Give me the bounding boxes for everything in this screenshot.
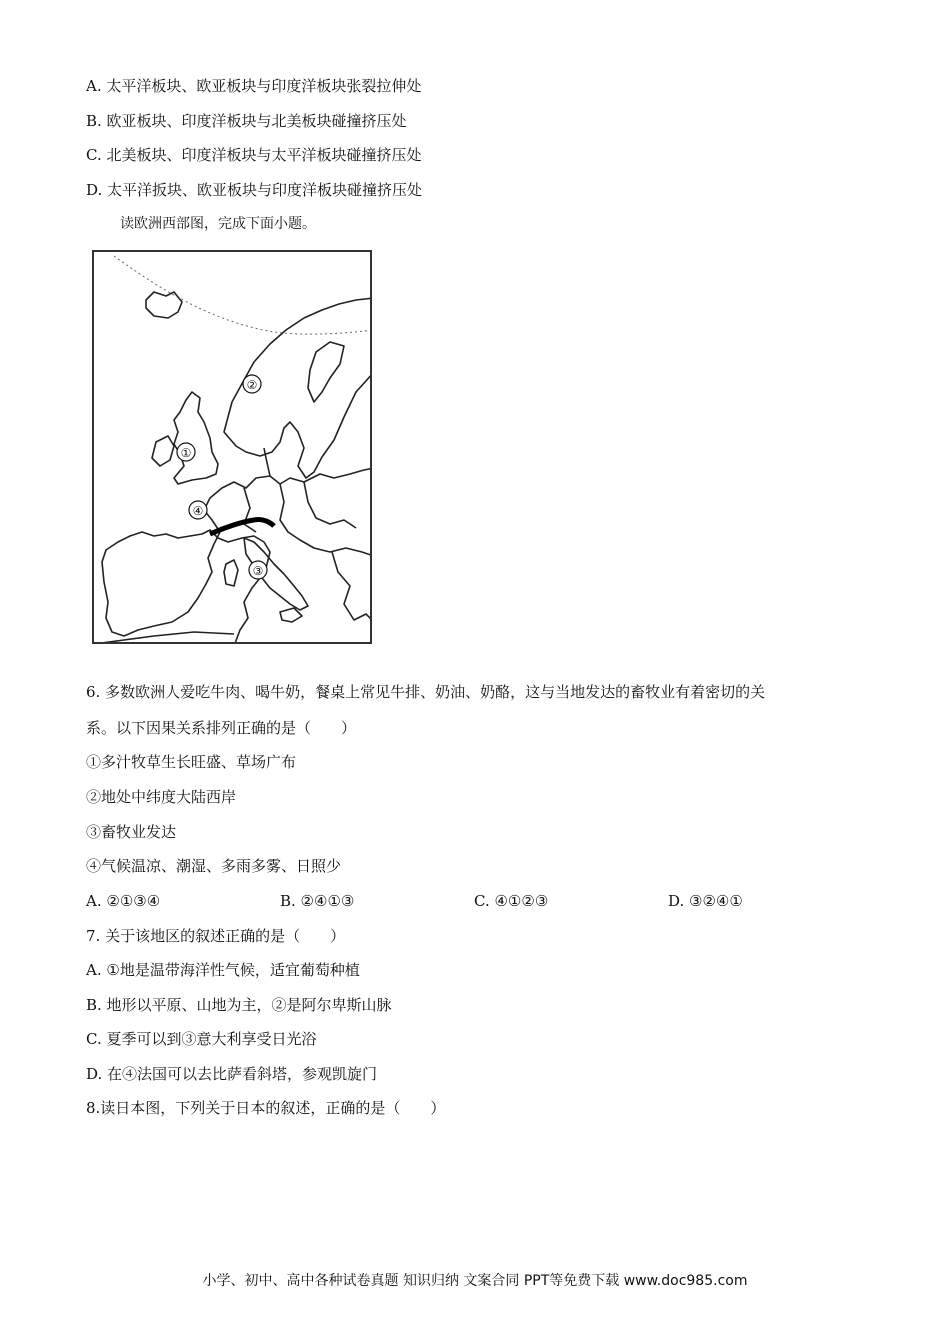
q6-option-a: A. ②①③④: [86, 892, 161, 910]
page-footer: 小学、初中、高中各种试卷真题 知识归纳 文案合同 PPT等免费下载 www.doc985.com: [202, 1273, 748, 1289]
map-intro: 读欧洲西部图，完成下面小题。: [120, 216, 316, 232]
map-drawing: [94, 252, 372, 644]
q7-option-a: A. ①地是温带海洋性气候，适宜葡萄种植: [86, 961, 360, 979]
prev-option-c: C. 北美板块、印度洋板块与太平洋板块碰撞挤压处: [86, 146, 422, 164]
marker-1: ①: [180, 446, 192, 460]
q7-option-d: D. 在④法国可以去比萨看斜塔，参观凯旋门: [86, 1065, 378, 1083]
q6-item-2: ②地处中纬度大陆西岸: [86, 788, 237, 806]
marker-4: ④: [192, 504, 204, 518]
prev-option-a: A. 太平洋板块、欧亚板块与印度洋板块张裂拉伸处: [86, 77, 422, 95]
q6-option-b: B. ②④①③: [280, 892, 355, 910]
q6-option-d: D. ③②④①: [668, 892, 743, 910]
q6-item-1: ①多汁牧草生长旺盛、草场广布: [86, 753, 297, 771]
prev-option-b: B. 欧亚板块、印度洋板块与北美板块碰撞挤压处: [86, 112, 407, 130]
q6-item-3: ③畜牧业发达: [86, 823, 177, 841]
q6-stem-line1: 6. 多数欧洲人爱吃牛肉、喝牛奶，餐桌上常见牛排、奶油、奶酪，这与当地发达的畜牧业有着密切的关: [86, 683, 766, 701]
q6-option-c: C. ④①②③: [474, 892, 549, 910]
prev-option-d: D. 太平洋扳块、欧亚板块与印度洋板块碰撞挤压处: [86, 181, 423, 199]
marker-3: ③: [252, 564, 264, 578]
marker-2: ②: [246, 378, 258, 392]
q7-stem: 7. 关于该地区的叙述正确的是（ ）: [86, 927, 346, 945]
q7-option-c: C. 夏季可以到③意大利享受日光浴: [86, 1030, 317, 1048]
q6-stem-line2: 系。以下因果关系排列正确的是（ ）: [86, 719, 357, 737]
q7-option-b: B. 地形以平原、山地为主，②是阿尔卑斯山脉: [86, 996, 392, 1014]
q8-stem: 8.读日本图，下列关于日本的叙述，正确的是（ ）: [86, 1099, 446, 1117]
q6-item-4: ④气候温凉、潮湿、多雨多雾、日照少: [86, 857, 342, 875]
western-europe-map: [92, 250, 372, 644]
